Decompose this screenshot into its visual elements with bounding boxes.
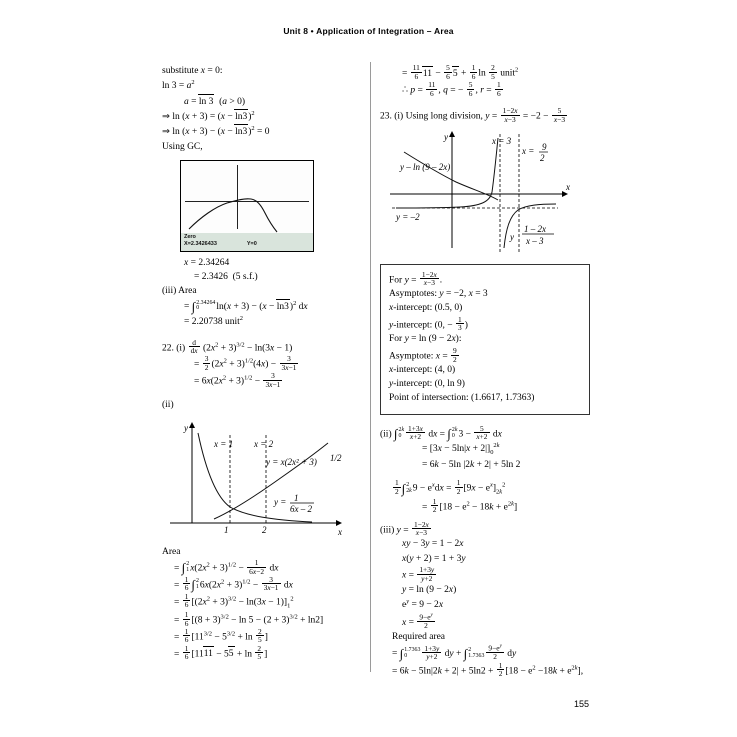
text-line: = 2.20738 unit$^2$ [184,315,243,328]
text-line: ⇒ $\ln (x + 3) = (x - \ln 3)^2$ [162,109,360,124]
text-line: x = $\frac{9-e^y}{2}$ [402,612,433,630]
svg-text:x = 2: x = 2 [254,438,274,449]
text-line: x = $\frac{1+3y}{y+2}$ [402,564,435,583]
svg-text:9: 9 [542,141,547,152]
text-line: $\frac{1}{2}$ ∫ 2 2k $9 - e^xdx$ = $\frac{1}{2}$ $[9x - e^x]_{2k}^2$ [395,478,506,497]
text-line: Asymptote: x = $\frac{9}{2}$ [389,345,457,364]
question-22-label: 22. (i) $\frac{d}{dx}$ $(2x^2 + 3)^{3/2} - \ln(3x - 1)$ [162,337,293,356]
question-23-label: 23. (i) Using long division, y = $\frac{1-2x}{x-3}$ = −2 − $\frac{5}{x-3}$ [380,105,566,124]
summary-box [380,264,590,415]
gc-zero-label: Zero [184,233,196,240]
gc-status-bar [181,233,313,251]
text-line: For y = ln (9 − 2x): [389,334,462,345]
text-line: = 2.3426 (5 s.f.) [194,272,258,283]
text-line: Point of intersection: (1.6617, 1.7363) [389,392,535,403]
text-line: = $\frac{1}{6}$ [$11^{3/2} - 5^{3/2} + \ln$ $\frac{2}{5}$ ] [174,626,268,645]
svg-text:y – ln (9 – 2x): y – ln (9 – 2x) [400,161,451,172]
text-line: = $\frac{1}{6}$ [1111 − 55 + ln $\frac{2}{5}$ ] [174,643,268,662]
svg-text:y: y [184,422,188,433]
figure-q23-graph [380,128,580,256]
page-header: Unit 8 • Application of Integration – Area [283,26,454,36]
text-line: ⇒ $\ln (x + 3) - (x - \ln 3)^2 = 0$ [162,124,360,139]
part-iii-label: (iii) y = $\frac{1-2x}{x-3}$ [380,519,429,538]
text-line: y = ln (9 − 2x) [402,584,457,595]
svg-text:y: y [444,131,448,142]
svg-text:x = 3: x = 3 [492,135,512,146]
text-line: For y = $\frac{1-2x}{x-3}$ . [389,269,443,288]
text-line: Asymptotes: y = −2, x = 3 [389,289,488,300]
gc-screen [181,161,313,233]
text-line: Required area [392,631,446,642]
text-line: $e^y = 9 - 2x$ [402,598,444,611]
column-divider [370,62,371,672]
text-line: x(y + 2) = 1 + 3y [402,553,466,564]
text-line: = 6k − 5ln |2k + 2| + 5ln 2 [422,460,521,471]
svg-text:x = 1: x = 1 [214,438,234,449]
part-iii-label: (iii) Area [162,286,197,297]
text-line: substitute x = 0: [162,66,223,76]
text-line: Using GC, [162,141,203,152]
text-line: y-intercept: (0, ln 9) [389,379,465,390]
page-number: 155 [573,699,589,709]
svg-text:x – 3: x – 3 [526,235,544,246]
text-line: x-intercept: (0.5, 0) [389,302,463,313]
graph-svg [380,128,580,256]
text-line: Area [162,546,181,557]
text-line: = ∫ 1.7363 0 $\frac{1+3y}{y+2}$ dy + ∫ 2 1.7363 $\frac{9-e^y}{2}$ dy [392,643,517,662]
part-ii-label: (ii) [162,400,174,411]
right-column [380,64,590,678]
svg-text:1: 1 [224,524,229,535]
svg-text:2: 2 [540,152,545,163]
svg-text:1: 1 [294,492,299,503]
text-line: = ∫ 2 1 $x(2x^2 + 3)^{1/2}$ − $\frac{1}{6x-2}$ dx [174,557,279,576]
text-line: = ∫ 2.34264 0 $\ln(x + 3) - (x - \ln 3)^2$ dx [184,299,308,314]
text-line: = $\frac{11}{6}$ 11 − $\frac{5}{6}$ 5 + $\frac{1}{6}$ ln $\frac{2}{5}$ unit$^2$ [402,63,519,81]
svg-text:x: x [338,526,342,537]
svg-text:1 – 2x: 1 – 2x [524,223,546,234]
gc-x-value: X=2.3426433 [184,241,217,248]
text-line: $\ln 3 = a^2$ [162,79,195,92]
svg-text:y = –2: y = –2 [396,211,420,222]
text-line: = $\frac{1}{2}$ $[18 - e^2 - 18k + e^{2k}]$ [422,496,518,515]
left-column [162,64,360,662]
text-line: x-intercept: (4, 0) [389,365,456,376]
text-line: = $6x(2x^2 + 3)^{1/2}$ − $\frac{3}{3x-1}$ [194,371,281,390]
graphing-calculator-figure [180,160,314,252]
svg-text:y = x(2x² + 3): y = x(2x² + 3) [266,456,317,467]
gc-curve [181,161,313,233]
part-ii-label: (ii) ∫ 2k 0 $\frac{1+3x}{x+2}$ dx = ∫ 2k 0 3 − $\frac{5}{x+2}$ dx [380,423,502,442]
svg-text:6x – 2: 6x – 2 [290,503,312,514]
text-line: = 6k − 5ln|2k + 2| + 5ln2 + $\frac{1}{2}$ $[18 - e^2 -18k + e^{2k}]$, [392,660,584,679]
text-line: = $\frac{1}{6}$ ∫ 2 1 $6x(2x^2 + 3)^{1/2}$ − $\frac{3}{3x-1}$ dx [174,574,293,593]
text-line: = $[3x - 5\ln|x + 2|]_0^{2k}$ [422,442,500,457]
figure-q22-graph [162,419,358,541]
text-line: ∴ p = $\frac{11}{6}$ , q = − $\frac{5}{6}$ , r = $\frac{1}{6}$ [402,79,501,98]
gc-y-value: Y=0 [246,241,257,248]
text-line: = $\frac{1}{6}$ $[(2x^2 + 3)^{3/2} - \ln(3x - 1)]_1^2$ [174,591,294,610]
text-line: = $\frac{1}{6}$ $[(8 + 3)^{3/2} - \ln 5 - (2 + 3)^{3/2} + \ln 2]$ [174,609,324,628]
text-line: a = ln 3 (a > 0) [162,94,360,109]
text-line: xy − 3y = 1 − 2x [402,539,464,550]
svg-text:x: x [566,181,570,192]
svg-text:2: 2 [262,524,267,535]
text-line: = $\frac{3}{2}$ $(2x^2 + 3)^{1/2}(4x)$ − $\frac{3}{3x-1}$ [194,354,297,373]
graph-svg [162,419,358,541]
svg-text:1/2: 1/2 [330,452,342,463]
svg-text:y: y [510,231,514,242]
svg-text:y =: y = [274,496,287,507]
svg-text:x =: x = [522,145,535,156]
text-line: x = 2.34264 [184,257,230,268]
text-line: y-intercept: (0, − $\frac{1}{3}$ ) [389,314,468,333]
